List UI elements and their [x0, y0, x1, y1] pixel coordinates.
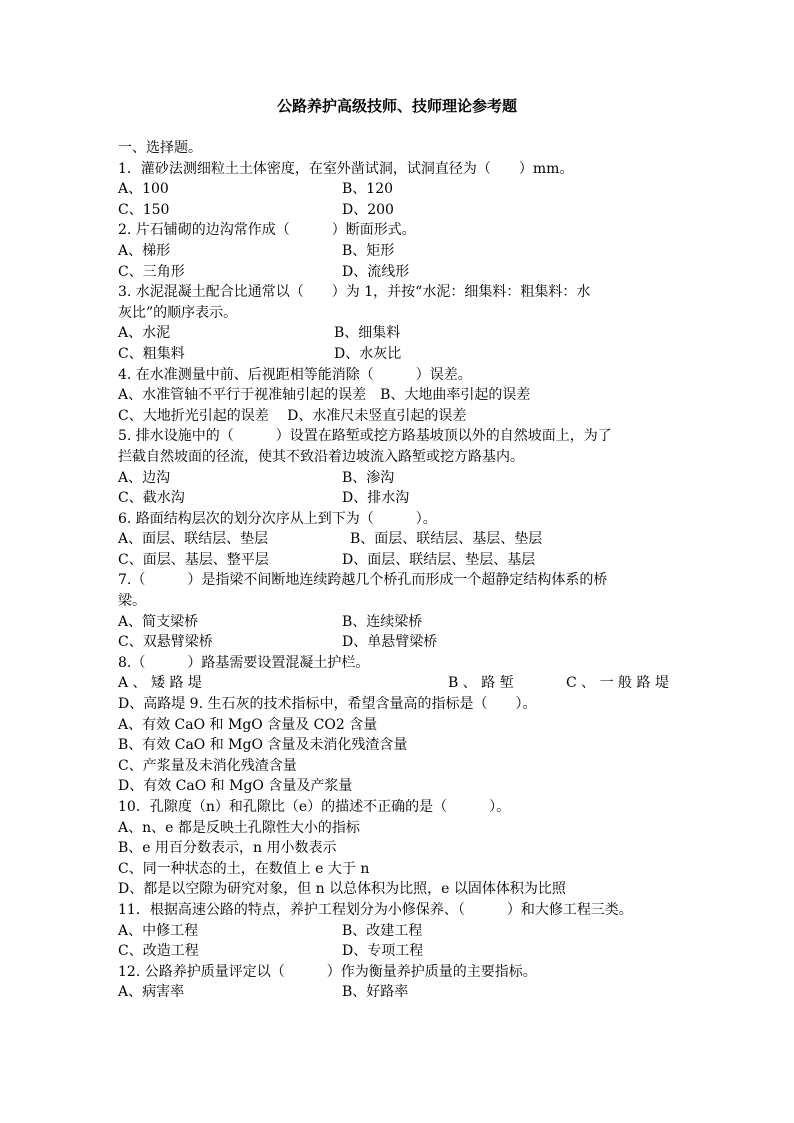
options-row: [118, 200, 678, 221]
question-1: 1．灌砂法测细粒土土体密度，在室外凿试洞，试洞直径为（ ）mm。: [118, 160, 574, 177]
option-d: D、流线形: [342, 263, 410, 280]
question-12: 12. 公路养护质量评定以（ ）作为衡量养护质量的主要指标。: [118, 963, 537, 980]
option-a: A、简支梁桥: [118, 613, 199, 630]
options-cd: C、大地折光引起的误差 D、水准尺未竖直引起的误差: [118, 407, 467, 424]
options-row: [118, 468, 678, 489]
option-a: A、梯形: [118, 242, 171, 259]
question-10: 10．孔隙度（n）和孔隙比（e）的描述不正确的是（ ）。: [118, 799, 511, 815]
options-row: [118, 323, 678, 344]
option-b: B、改建工程: [342, 922, 423, 939]
option-a: A 、 矮 路 堤: [118, 675, 202, 692]
question-4: 4. 在水准测量中前、后视距相等能消除（ ）误差。: [118, 366, 472, 383]
options-row: [118, 179, 678, 200]
option-b: B、连续梁桥: [342, 613, 423, 630]
option-a: A、100: [118, 181, 169, 198]
option-c: C、面层、基层、整平层: [118, 551, 269, 568]
option-b: B 、 路 堑: [448, 675, 514, 692]
option-d: D、水灰比: [334, 345, 402, 362]
options-row: [118, 241, 678, 262]
section-heading: 一、选择题。: [118, 140, 202, 156]
option-d-and-question-9: D、高路堤 9. 生石灰的技术指标中，希望含量高的指标是（ ）。: [118, 696, 537, 713]
question-8: 8.（ ）路基需要设置混凝土护栏。: [118, 654, 370, 671]
question-list: [118, 138, 678, 1003]
question-5: 5. 排水设施中的（ ）设置在路堑或挖方路基坡顶以外的自然坡面上，为了: [118, 428, 612, 445]
question-11: 11．根据高速公路的特点，养护工程划分为小修保养、（ ）和大修工程三类。: [118, 901, 633, 918]
options-row: [118, 344, 678, 365]
option-c: C、150: [118, 201, 170, 218]
option-d: D、排水沟: [342, 490, 410, 507]
option-d: D、200: [342, 201, 394, 218]
question-7: 7.（ ）是指梁不间断地连续跨越几个桥孔而形成一个超静定结构体系的桥: [118, 572, 608, 589]
options-row: [118, 982, 678, 1003]
option-d: D、专项工程: [342, 943, 424, 960]
option-b: B、e 用百分数表示，n 用小数表示: [118, 840, 337, 857]
question-2: 2. 片石铺砌的边沟常作成（ ）断面形式。: [118, 222, 416, 239]
option-b: B、细集料: [334, 325, 401, 342]
option-b: B、面层、联结层、基层、垫层: [350, 531, 543, 548]
option-d: D、单悬臂梁桥: [342, 634, 438, 651]
option-c: C、三角形: [118, 263, 185, 280]
options-row: [118, 921, 678, 942]
option-d: D、有效 CaO 和 MgO 含量及产浆量: [118, 778, 353, 795]
option-a: A、有效 CaO 和 MgO 含量及 CO2 含量: [118, 716, 378, 733]
options-row: [118, 262, 678, 283]
option-c: C、改造工程: [118, 943, 199, 960]
option-b: B、有效 CaO 和 MgO 含量及未消化残渣含量: [118, 737, 408, 754]
option-a: A、边沟: [118, 469, 171, 486]
options-row: [118, 612, 678, 633]
option-b: B、渗沟: [342, 469, 395, 486]
question-5-continued: 拦截自然坡面的径流，使其不致沿着边坡流入路堑或挖方路基内。: [118, 448, 524, 465]
document-title: 公路养护高级技师、技师理论参考题: [276, 97, 517, 115]
question-3-continued: 灰比”的顺序表示。: [118, 304, 238, 321]
options-row: [118, 550, 678, 571]
option-c: C 、 一 般 路 堤: [566, 675, 669, 692]
option-c: C、同一种状态的土，在数值上 e 大于 n: [118, 860, 370, 877]
question-3: 3. 水泥混凝土配合比通常以（ ）为 1，并按“水泥：细集料：粗集料：水: [118, 284, 591, 301]
option-d: D、都是以空隙为研究对象，但 n 以总体积为比照，e 以固体体积为比照: [118, 881, 566, 898]
options-row: [118, 529, 678, 550]
options-row: [118, 673, 678, 694]
options-row: [118, 632, 678, 653]
options-row: [118, 941, 678, 962]
option-c: C、截水沟: [118, 490, 185, 507]
option-c: C、双悬臂梁桥: [118, 634, 213, 651]
option-b: B、好路率: [342, 984, 409, 1001]
option-c: C、产浆量及未消化残渣含量: [118, 757, 297, 774]
option-a: A、面层、联结层、垫层: [118, 531, 269, 548]
options-row: [118, 488, 678, 509]
option-a: A、病害率: [118, 984, 185, 1001]
option-a: A、水泥: [118, 325, 171, 342]
options-ab: A、水准管轴不平行于视准轴引起的误差 B、大地曲率引起的误差: [118, 387, 531, 404]
option-a: A、n、e 都是反映土孔隙性大小的指标: [118, 819, 360, 836]
option-b: B、120: [342, 181, 394, 198]
option-c: C、粗集料: [118, 345, 185, 362]
option-d: D、面层、联结层、垫层、基层: [342, 551, 536, 568]
option-b: B、矩形: [342, 242, 395, 259]
question-7-continued: 梁。: [118, 593, 146, 610]
question-6: 6. 路面结构层次的划分次序从上到下为（ ）。: [118, 510, 437, 527]
option-a: A、中修工程: [118, 922, 199, 939]
